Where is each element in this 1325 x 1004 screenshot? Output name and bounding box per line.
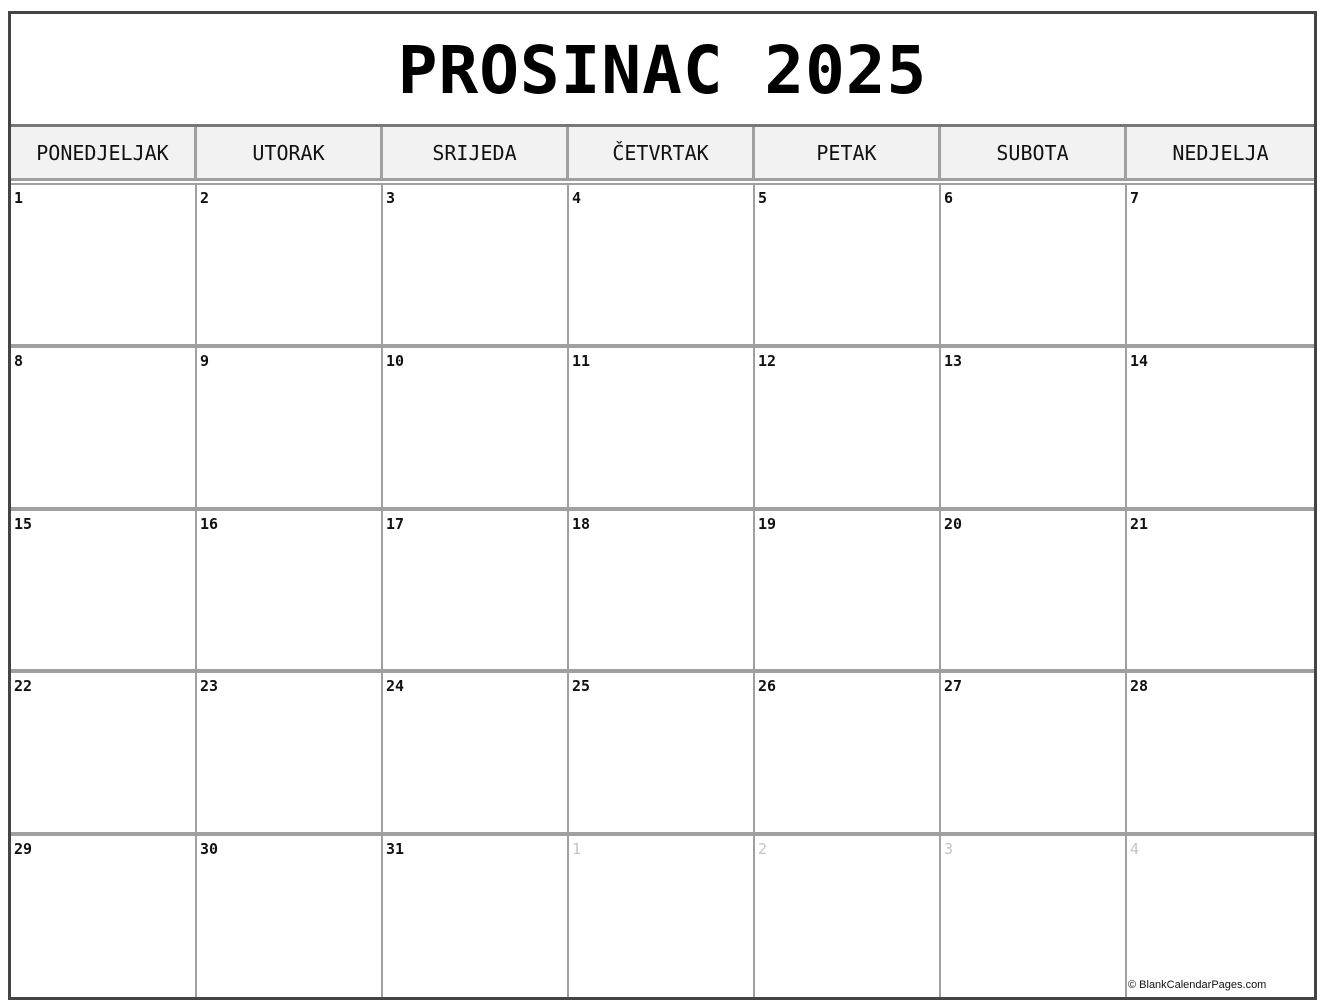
day-number: 1	[14, 189, 24, 207]
day-number: 12	[758, 352, 777, 370]
day-number: 20	[944, 515, 963, 533]
weekday-header: UTORAK	[197, 127, 383, 181]
day-cell	[197, 509, 383, 671]
day-cell	[197, 671, 383, 834]
weekday-header-row	[11, 127, 1314, 181]
day-cell	[569, 671, 755, 834]
day-number: 26	[758, 677, 777, 695]
day-grid	[11, 183, 1314, 997]
weekday-header: NEDJELJA	[1127, 127, 1314, 181]
day-number: 1	[572, 840, 582, 858]
day-cell	[755, 509, 941, 671]
weekday-header: SUBOTA	[941, 127, 1127, 181]
day-number: 29	[14, 840, 33, 858]
day-number: 14	[1130, 352, 1149, 370]
day-cell	[11, 834, 197, 997]
day-cell	[941, 509, 1127, 671]
day-cell	[11, 509, 197, 671]
day-number: 23	[200, 677, 219, 695]
day-number: 13	[944, 352, 963, 370]
day-number: 24	[386, 677, 405, 695]
day-cell	[11, 671, 197, 834]
day-number: 2	[200, 189, 210, 207]
day-cell	[197, 183, 383, 346]
day-cell	[941, 671, 1127, 834]
day-number: 4	[1130, 840, 1140, 858]
day-number: 7	[1130, 189, 1140, 207]
weekday-header: ČETVRTAK	[569, 127, 755, 181]
day-number: 31	[386, 840, 405, 858]
day-number: 22	[14, 677, 33, 695]
day-cell	[11, 346, 197, 509]
day-number: 27	[944, 677, 963, 695]
day-cell	[569, 183, 755, 346]
weekday-header: SRIJEDA	[383, 127, 569, 181]
day-cell	[383, 834, 569, 997]
day-cell	[755, 671, 941, 834]
calendar-title: PROSINAC 2025	[397, 32, 928, 109]
day-cell-other-month	[569, 834, 755, 997]
day-cell	[1127, 183, 1314, 346]
day-number: 16	[200, 515, 219, 533]
day-cell	[569, 346, 755, 509]
calendar	[8, 11, 1317, 1000]
day-number: 28	[1130, 677, 1149, 695]
day-cell	[197, 834, 383, 997]
day-number: 25	[572, 677, 591, 695]
day-cell-other-month	[941, 834, 1127, 997]
day-cell	[383, 183, 569, 346]
day-number: 18	[572, 515, 591, 533]
title-bar	[11, 14, 1314, 127]
day-number: 19	[758, 515, 777, 533]
day-number: 21	[1130, 515, 1149, 533]
day-cell	[755, 183, 941, 346]
day-number: 10	[386, 352, 405, 370]
day-cell	[383, 346, 569, 509]
day-cell	[941, 346, 1127, 509]
day-cell	[1127, 346, 1314, 509]
day-number: 2	[758, 840, 768, 858]
day-cell	[1127, 671, 1314, 834]
day-number: 17	[386, 515, 405, 533]
day-cell	[755, 346, 941, 509]
day-cell	[197, 346, 383, 509]
day-number: 15	[14, 515, 33, 533]
day-number: 30	[200, 840, 219, 858]
day-number: 8	[14, 352, 24, 370]
day-number: 4	[572, 189, 582, 207]
weekday-header: PETAK	[755, 127, 941, 181]
day-cell-other-month	[755, 834, 941, 997]
day-cell-other-month	[1127, 834, 1314, 997]
day-cell	[383, 671, 569, 834]
day-number: 3	[386, 189, 396, 207]
weekday-header: PONEDJELJAK	[11, 127, 197, 181]
day-number: 5	[758, 189, 768, 207]
day-number: 9	[200, 352, 210, 370]
day-number: 6	[944, 189, 954, 207]
day-cell	[569, 509, 755, 671]
day-cell	[383, 509, 569, 671]
day-number: 11	[572, 352, 591, 370]
day-cell	[1127, 509, 1314, 671]
copyright-notice: © BlankCalendarPages.com	[1128, 979, 1267, 991]
day-cell	[11, 183, 197, 346]
day-number: 3	[944, 840, 954, 858]
day-cell	[941, 183, 1127, 346]
